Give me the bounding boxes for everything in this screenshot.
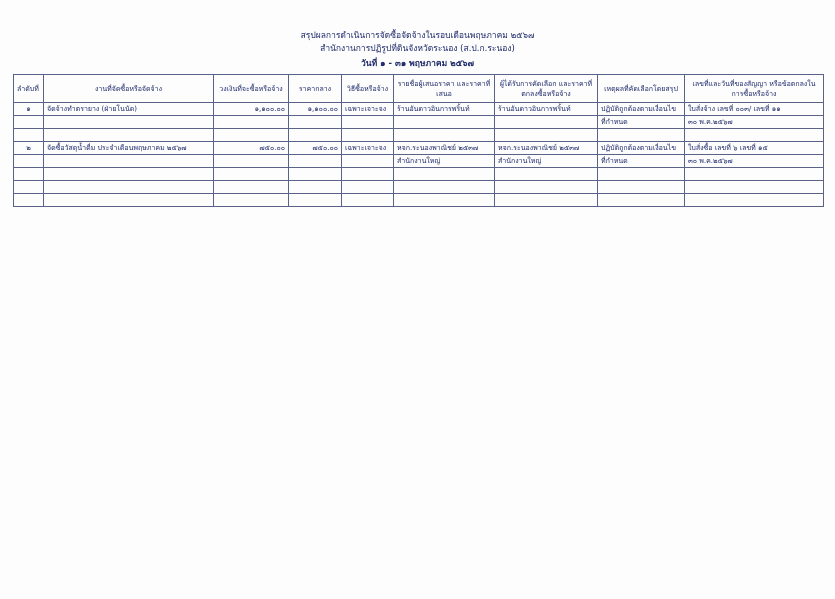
cell-selected	[495, 168, 598, 181]
table-row	[14, 142, 824, 155]
cell-item	[44, 129, 214, 142]
table-row	[14, 155, 824, 168]
cell-method	[342, 181, 394, 194]
cell-method	[342, 129, 394, 142]
table-row	[14, 116, 824, 129]
cell-method: เฉพาะเจาะจง	[342, 142, 394, 155]
cell-reason: ที่กำหนด	[598, 155, 685, 168]
cell-reference-price	[289, 194, 342, 207]
cell-budget	[214, 129, 289, 142]
report-title: สรุปผลการดำเนินการจัดซื้อจัดจ้างในรอบเดือนพฤษภาคม ๒๕๖๗	[300, 31, 535, 41]
cell-contract	[685, 181, 824, 194]
cell-no	[14, 116, 44, 129]
procurement-table	[13, 74, 824, 207]
cell-method	[342, 155, 394, 168]
col-header-item: งานที่จัดซื้อหรือจัดจ้าง	[44, 75, 214, 103]
cell-budget	[214, 155, 289, 168]
cell-contract: ใบสั่งซื้อ เลขที่ ๖ เลขที่ ๑๕	[685, 142, 824, 155]
cell-reason	[598, 129, 685, 142]
cell-no	[14, 129, 44, 142]
cell-method	[342, 116, 394, 129]
cell-budget: ๑,๑๐๐.๐๐	[214, 103, 289, 116]
cell-item: จัดซื้อวัสดุน้ำดื่ม ประจำเดือนพฤษภาคม ๒๕๖๗	[44, 142, 214, 155]
table-row	[14, 103, 824, 116]
cell-bidders	[394, 194, 495, 207]
cell-selected	[495, 129, 598, 142]
cell-budget	[214, 181, 289, 194]
cell-reference-price	[289, 155, 342, 168]
cell-reason	[598, 194, 685, 207]
table-row	[14, 168, 824, 181]
cell-selected	[495, 181, 598, 194]
cell-contract: ๓๐ พ.ค.๒๕๖๗	[685, 155, 824, 168]
cell-bidders	[394, 181, 495, 194]
cell-bidders: หจก.ระนองพาณิชย์ ๒๕๓๗	[394, 142, 495, 155]
cell-item: จัดจ้างทำตรายาง (ฝ่ายโนนัด)	[44, 103, 214, 116]
col-header-selected: ผู้ได้รับการคัดเลือก และราคาที่ตกลงซื้อหรือจ้าง	[495, 75, 598, 103]
col-header-reason: เหตุผลที่คัดเลือกโดยสรุป	[598, 75, 685, 103]
cell-budget	[214, 116, 289, 129]
cell-reference-price	[289, 116, 342, 129]
cell-method	[342, 194, 394, 207]
col-header-budget: วงเงินที่จะซื้อหรือจ้าง	[214, 75, 289, 103]
cell-reference-price	[289, 181, 342, 194]
cell-reference-price: ๑,๑๐๐.๐๐	[289, 103, 342, 116]
office-name: สำนักงานการปฏิรูปที่ดินจังหวัดระนอง (ส.ป.ก.ระนอง)	[320, 44, 515, 54]
cell-selected: สำนักงานใหญ่	[495, 155, 598, 168]
cell-reason: ที่กำหนด	[598, 116, 685, 129]
table-header-row	[14, 75, 824, 103]
col-header-contract: เลขที่และวันที่ของสัญญา หรือข้อตกลงในการซื้อหรือจ้าง	[685, 75, 824, 103]
cell-selected	[495, 194, 598, 207]
cell-method: เฉพาะเจาะจง	[342, 103, 394, 116]
cell-item	[44, 168, 214, 181]
table-row	[14, 194, 824, 207]
cell-selected: ร้านอันดาวอินการพริ้นท์	[495, 103, 598, 116]
cell-contract: ๓๐ พ.ค.๒๕๖๗	[685, 116, 824, 129]
cell-no: ๑	[14, 103, 44, 116]
cell-no	[14, 168, 44, 181]
cell-no	[14, 155, 44, 168]
cell-method	[342, 168, 394, 181]
table-row	[14, 129, 824, 142]
cell-budget	[214, 168, 289, 181]
cell-bidders: สำนักงานใหญ่	[394, 155, 495, 168]
cell-reference-price	[289, 168, 342, 181]
cell-contract	[685, 168, 824, 181]
cell-bidders	[394, 168, 495, 181]
report-date-range: วันที่ ๑ - ๓๑ พฤษภาคม ๒๕๖๗	[361, 59, 474, 69]
cell-no	[14, 181, 44, 194]
cell-item	[44, 181, 214, 194]
cell-contract	[685, 129, 824, 142]
cell-reason: ปฏิบัติถูกต้องตามเงื่อนไข	[598, 103, 685, 116]
cell-budget: ๗๕๐.๐๐	[214, 142, 289, 155]
cell-bidders	[394, 129, 495, 142]
cell-reason	[598, 168, 685, 181]
cell-selected	[495, 116, 598, 129]
cell-no	[14, 194, 44, 207]
cell-reference-price: ๗๕๐.๐๐	[289, 142, 342, 155]
cell-no: ๒	[14, 142, 44, 155]
col-header-method: วิธีซื้อหรือจ้าง	[342, 75, 394, 103]
cell-bidders: ร้านอันดาวอินการพริ้นท์	[394, 103, 495, 116]
cell-budget	[214, 194, 289, 207]
cell-contract: ใบสั่งจ้าง เลขที่ ๐๐๓/ เลขที่ ๑๑	[685, 103, 824, 116]
cell-item	[44, 155, 214, 168]
col-header-reference-price: ราคากลาง	[289, 75, 342, 103]
cell-item	[44, 194, 214, 207]
cell-reason	[598, 181, 685, 194]
cell-bidders	[394, 116, 495, 129]
cell-contract	[685, 194, 824, 207]
col-header-no: ลำดับที่	[14, 75, 44, 103]
cell-reason: ปฏิบัติถูกต้องตามเงื่อนไข	[598, 142, 685, 155]
cell-item	[44, 116, 214, 129]
table-row	[14, 181, 824, 194]
cell-selected: หจก.ระนองพาณิชย์ ๒๕๓๗	[495, 142, 598, 155]
cell-reference-price	[289, 129, 342, 142]
col-header-bidders: รายชื่อผู้เสนอราคา และราคาที่เสนอ	[394, 75, 495, 103]
